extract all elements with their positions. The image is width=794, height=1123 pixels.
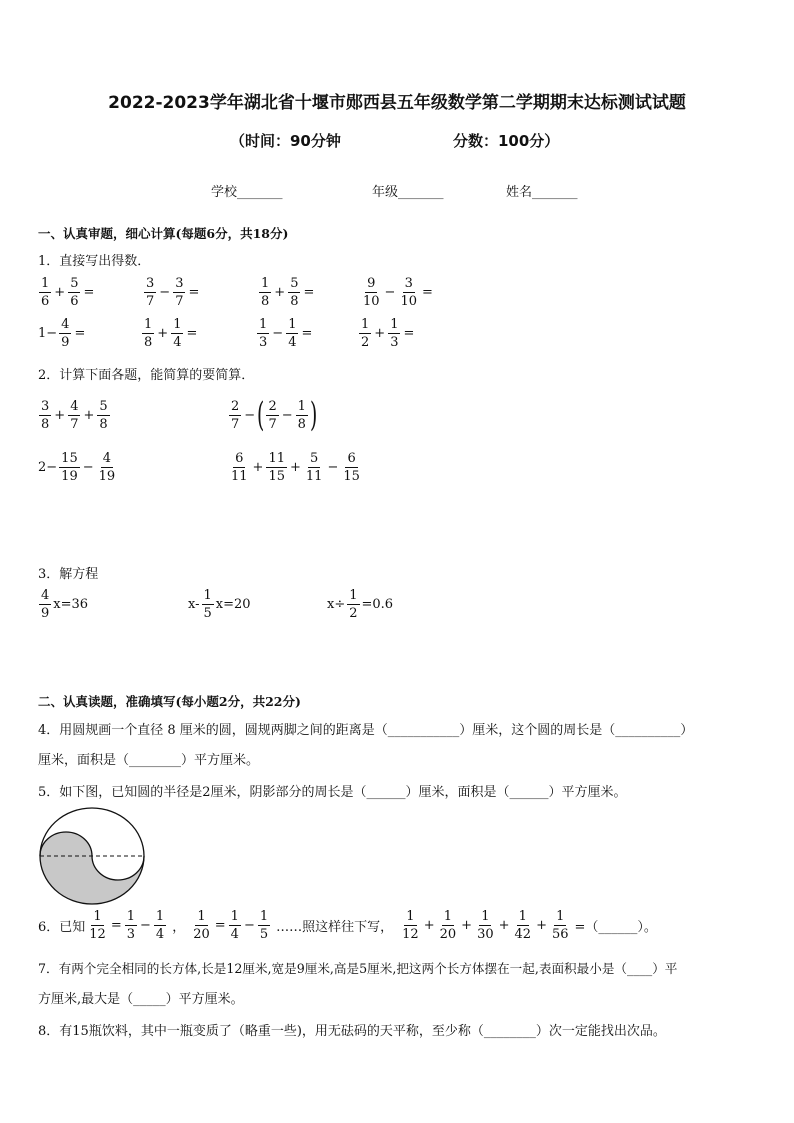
question-7-line-2: 方厘米,最大是（_____）平方厘米。 (38, 992, 244, 1007)
exam-time: （时间：90分钟 (230, 132, 341, 150)
expr-1-2: $\frac{3}{7}$ − $\frac{3}{7}$ = (146, 276, 200, 309)
section-1-heading: 一、认真审题，细心计算(每题6分，共18分) (38, 226, 289, 241)
expr-1-4: $\frac{9}{10}$ − $\frac{3}{10}$ = (363, 276, 433, 309)
expr-2-4: $\frac{1}{2}$ + $\frac{1}{3}$ = (361, 317, 415, 350)
equation-2: x- $\frac{1}{5}$ x=20 (188, 588, 251, 621)
question-4-line-1: 4．用圆规画一个直径 8 厘米的圆，圆规两脚之间的距离是（___________）厘米，这个圆的周长是（__________） (38, 723, 694, 738)
expr-1-1: $\frac{1}{6}$ + $\frac{5}{6}$ = (41, 276, 95, 309)
equation-1: $\frac{4}{9}$ x=36 (41, 588, 89, 621)
question-1: 1．直接写出得数． (38, 254, 151, 269)
equation-3: x÷ $\frac{1}{2}$ =0.6 (327, 588, 394, 621)
expr-1-3: $\frac{1}{8}$ + $\frac{5}{8}$ = (261, 276, 315, 309)
question-8: 8．有15瓶饮料，其中一瓶变质了（略重一些)，用无砝码的天平称，至少称（________）次一定能找出次品。 (38, 1024, 666, 1039)
name-field[interactable]: 姓名_______ (506, 185, 578, 200)
expr-2-1: 1− $\frac{4}{9}$ = (38, 317, 86, 350)
exam-score: 分数：100分） (453, 132, 560, 150)
calc-3: 2− $\frac{15}{19}$ − $\frac{4}{19}$ (38, 451, 116, 484)
section-2-heading: 二、认真读题，准确填写(每小题2分，共22分) (38, 694, 301, 709)
calc-1: $\frac{3}{8}$ + $\frac{4}{7}$ + $\frac{5}{8}$ (41, 399, 108, 432)
circle-shaded-figure (36, 806, 148, 908)
question-4-line-2: 厘米，面积是（________）平方厘米。 (38, 753, 260, 768)
grade-field[interactable]: 年级_______ (372, 185, 444, 200)
calc-4: $\frac{6}{11}$ + $\frac{11}{15}$ + $\frac{5}{11}$ − $\frac{6}{15}$ (231, 451, 360, 484)
calc-2: $\frac{2}{7}$ − ( $\frac{2}{7}$ − $\frac{1}{8}$ ) (231, 395, 318, 435)
school-field[interactable]: 学校_______ (211, 185, 283, 200)
question-2: 2．计算下面各题，能简算的要简算． (38, 368, 255, 383)
question-7-line-1: 7．有两个完全相同的长方体,长是12厘米,宽是9厘米,高是5厘米,把这两个长方体摆在一起,表面积最小是（____）平 (38, 961, 678, 976)
question-6: 6．已知 $\frac{1}{12}$ = $\frac{1}{3}$ − $\frac{1}{4}$ ， $\frac{1}{20}$ = $\frac{1}{4}$ − $\frac{1}{5}$ ……照这样往下写， $\frac{1}{12}$ + $\frac{1}{20}$ + $\frac{1}{30}$ + $\frac{1}{42}$ + $\frac{1}{56}$ =（______）。 (38, 909, 657, 942)
expr-2-2: $\frac{1}{8}$ + $\frac{1}{4}$ = (144, 317, 198, 350)
question-3: 3．解方程 (38, 567, 99, 582)
page-title: 2022-2023学年湖北省十堰市郧西县五年级数学第二学期期末达标测试试题 (108, 93, 686, 113)
expr-2-3: $\frac{1}{3}$ − $\frac{1}{4}$ = (259, 317, 313, 350)
question-5: 5．如下图，已知圆的半径是2厘米，阴影部分的周长是（______）厘米，面积是（______）平方厘米。 (38, 785, 627, 800)
